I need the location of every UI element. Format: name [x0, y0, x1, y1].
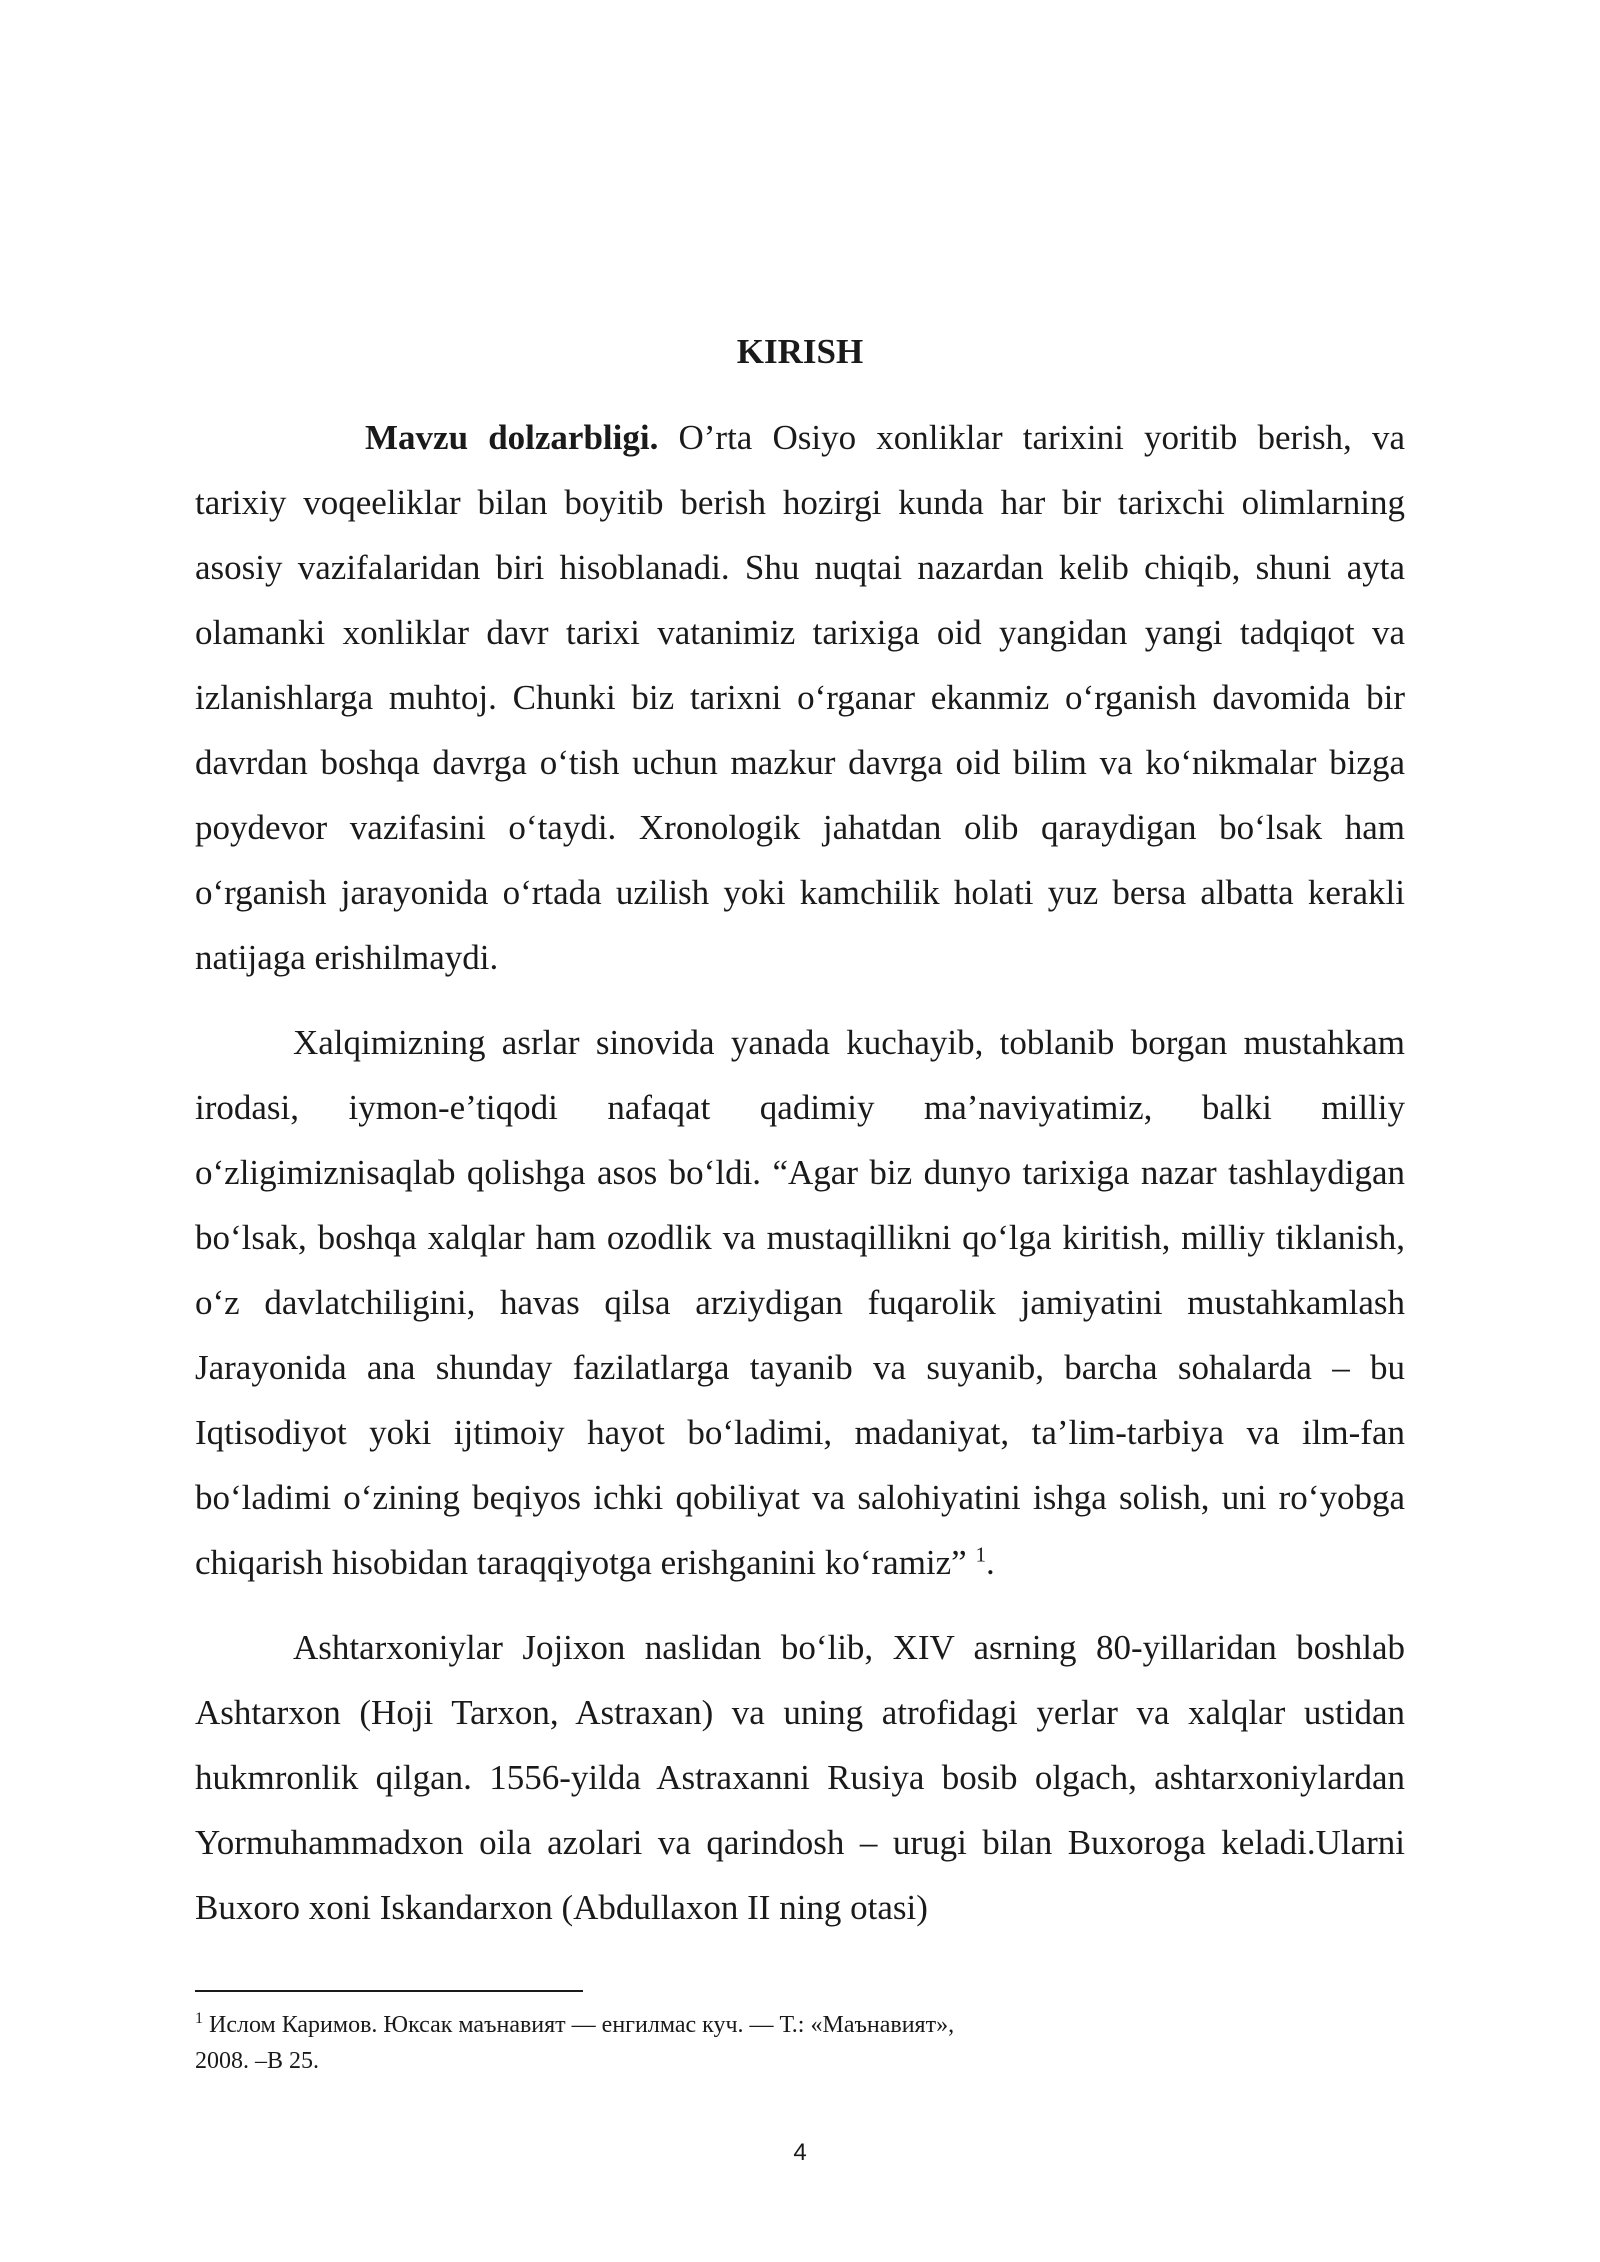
paragraph-quote: [195, 1010, 1405, 1595]
footnote-separator: [195, 1990, 583, 1992]
paragraph-text-end: .: [985, 1543, 995, 1582]
footnote-line-2: 2008. –B 25.: [195, 2048, 320, 2074]
footnote-reference[interactable]: 1: [975, 1542, 986, 1567]
page-number: 4: [793, 2139, 807, 2166]
footnote-text: Ислом Каримов. Юксак маънавият — енгилмас куч. — Т.: «Маънавият»,: [203, 2012, 955, 2038]
paragraph-text: Ashtarxoniylar Jojixon naslidan bo‘lib, XIV asrning 80-yillaridan boshlab Ashtarxon (Hoji Tarxon, Astraxan) va uning atrofidagi yerlar va xalqlar ustidan hukmronlik qilgan. 1556-yilda Astraxanni Rusiya bosib olgach, ashtarxoniylardan Yormuhammadxon oila azolari va qarindosh – urugi bilan Buxoroga keladi.Ularni Buxoro xoni Iskandarxon (Abdullaxon II ning otasi): [195, 1628, 1405, 1927]
paragraph-text: Xalqimizning asrlar sinovida yanada kuchayib, toblanib borgan mustahkam irodasi, iymon-e’tiqodi nafaqat qadimiy ma’naviyatimiz, balki milliy o‘zligimiznisaqlab qolishga asos bo‘ldi. “Agar biz dunyo tarixiga nazar tashlaydigan bo‘lsak, boshqa xalqlar ham ozodlik va mustaqillikni qo‘lga kiritish, milliy tiklanish, o‘z davlatchiligini, havas qilsa arziydigan fuqarolik jamiyatini mustahkamlash Jarayonida ana shunday fazilatlarga tayanib va suyanib, barcha sohalarda – bu Iqtisodiyot yoki ijtimoiy hayot bo‘ladimi, madaniyat, ta’lim-tarbiya va ilm-fan bo‘ladimi o‘zining beqiyos ichki qobiliyat va salohiyatini ishga solish, uni ro‘yobga chiqarish hisobidan taraqqiyotga erishganini ko‘ramiz”: [195, 1023, 1405, 1582]
paragraph-lead-heading: Mavzu dolzarbligi.: [365, 418, 659, 457]
page-title: KIRISH: [736, 332, 864, 371]
paragraph-ashtarkhanids: [195, 1615, 1405, 1940]
paragraph-relevance: [195, 405, 1405, 990]
footnote: [195, 2007, 1095, 2079]
paragraph-text: O’rta Osiyo xonliklar tarixini yoritib berish, va tarixiy voqeeliklar bilan boyitib berish hozirgi kunda har bir tarixchi olimlarning asosiy vazifalaridan biri hisoblanadi. Shu nuqtai nazardan kelib chiqib, shuni ayta olamanki xonliklar davr tarixi vatanimiz tarixiga oid yangidan yangi tadqiqot va izlanishlarga muhtoj. Chunki biz tarixni o‘rganar ekanmiz o‘rganish davomida bir davrdan boshqa davrga o‘tish uchun mazkur davrga oid bilim va ko‘nikmalar bizga poydevor vazifasini o‘taydi. Xronologik jahatdan olib qaraydigan bo‘lsak ham o‘rganish jarayonida o‘rtada uzilish yoki kamchilik holati yuz bersa albatta kerakli natijaga erishilmaydi.: [195, 418, 1405, 977]
footnote-mark: 1: [195, 2010, 203, 2027]
body-text: [195, 405, 1405, 1940]
footnote-line-1: [195, 2007, 1095, 2043]
